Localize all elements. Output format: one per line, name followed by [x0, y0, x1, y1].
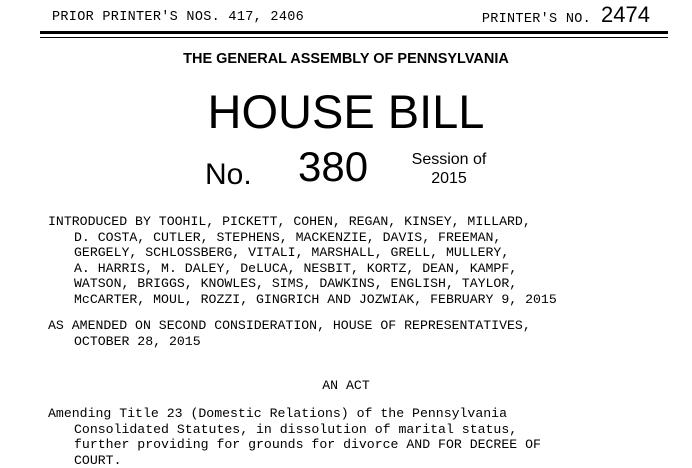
printers-number — [482, 2, 650, 28]
bill-type-title: HOUSE BILL — [207, 85, 485, 138]
introduced-line: WATSON, BRIGGS, KNOWLES, SIMS, DAWKINS, ENGLISH, TAYLOR, — [74, 276, 518, 292]
amended-line: OCTOBER 28, 2015 — [74, 333, 201, 349]
act-title-line: Amending Title 23 (Domestic Relations) of the Pennsylvania — [48, 406, 507, 421]
session-info — [394, 150, 504, 188]
assembly-title: THE GENERAL ASSEMBLY OF PENNSYLVANIA — [183, 51, 509, 67]
header-rule-thin — [40, 37, 668, 38]
printers-number-label: PRINTER'S NO. — [481, 12, 592, 27]
introduced-by-block — [48, 214, 557, 308]
act-heading: AN ACT — [322, 378, 370, 393]
introduced-line: D. COSTA, CUTLER, STEPHENS, MACKENZIE, DAVIS, FREEMAN, — [74, 229, 502, 245]
bill-number-label: No. — [205, 158, 252, 191]
introduced-line: GERGELY, SCHLOSSBERG, VITALI, MARSHALL, GRELL, MULLERY, — [74, 245, 510, 261]
introduced-line: INTRODUCED BY TOOHIL, PICKETT, COHEN, REGAN, KINSEY, MILLARD, — [48, 214, 531, 229]
act-title-line: COURT. — [74, 452, 122, 468]
amended-line: AS AMENDED ON SECOND CONSIDERATION, HOUSE OF REPRESENTATIVES, — [48, 318, 531, 333]
act-title-block — [48, 406, 541, 468]
introduced-line: McCARTER, MOUL, ROZZI, GINGRICH AND JOZWIAK, FEBRUARY 9, 2015 — [74, 291, 557, 307]
prior-printers-numbers: PRIOR PRINTER'S NOS. 417, 2406 — [52, 10, 305, 25]
bill-number: 380 — [298, 143, 369, 190]
act-title-line: Consolidated Statutes, in dissolution of marital status, — [74, 421, 518, 437]
session-year: 2015 — [431, 170, 467, 187]
header-rule-thick — [40, 31, 668, 34]
introduced-line: A. HARRIS, M. DALEY, DeLUCA, NESBIT, KORTZ, DEAN, KAMPF, — [74, 260, 518, 276]
act-title-line: further providing for grounds for divorce AND FOR DECREE OF — [74, 437, 541, 453]
printers-number-value: 2474 — [601, 2, 650, 27]
session-label: Session of — [411, 151, 487, 168]
amended-block — [48, 318, 531, 349]
